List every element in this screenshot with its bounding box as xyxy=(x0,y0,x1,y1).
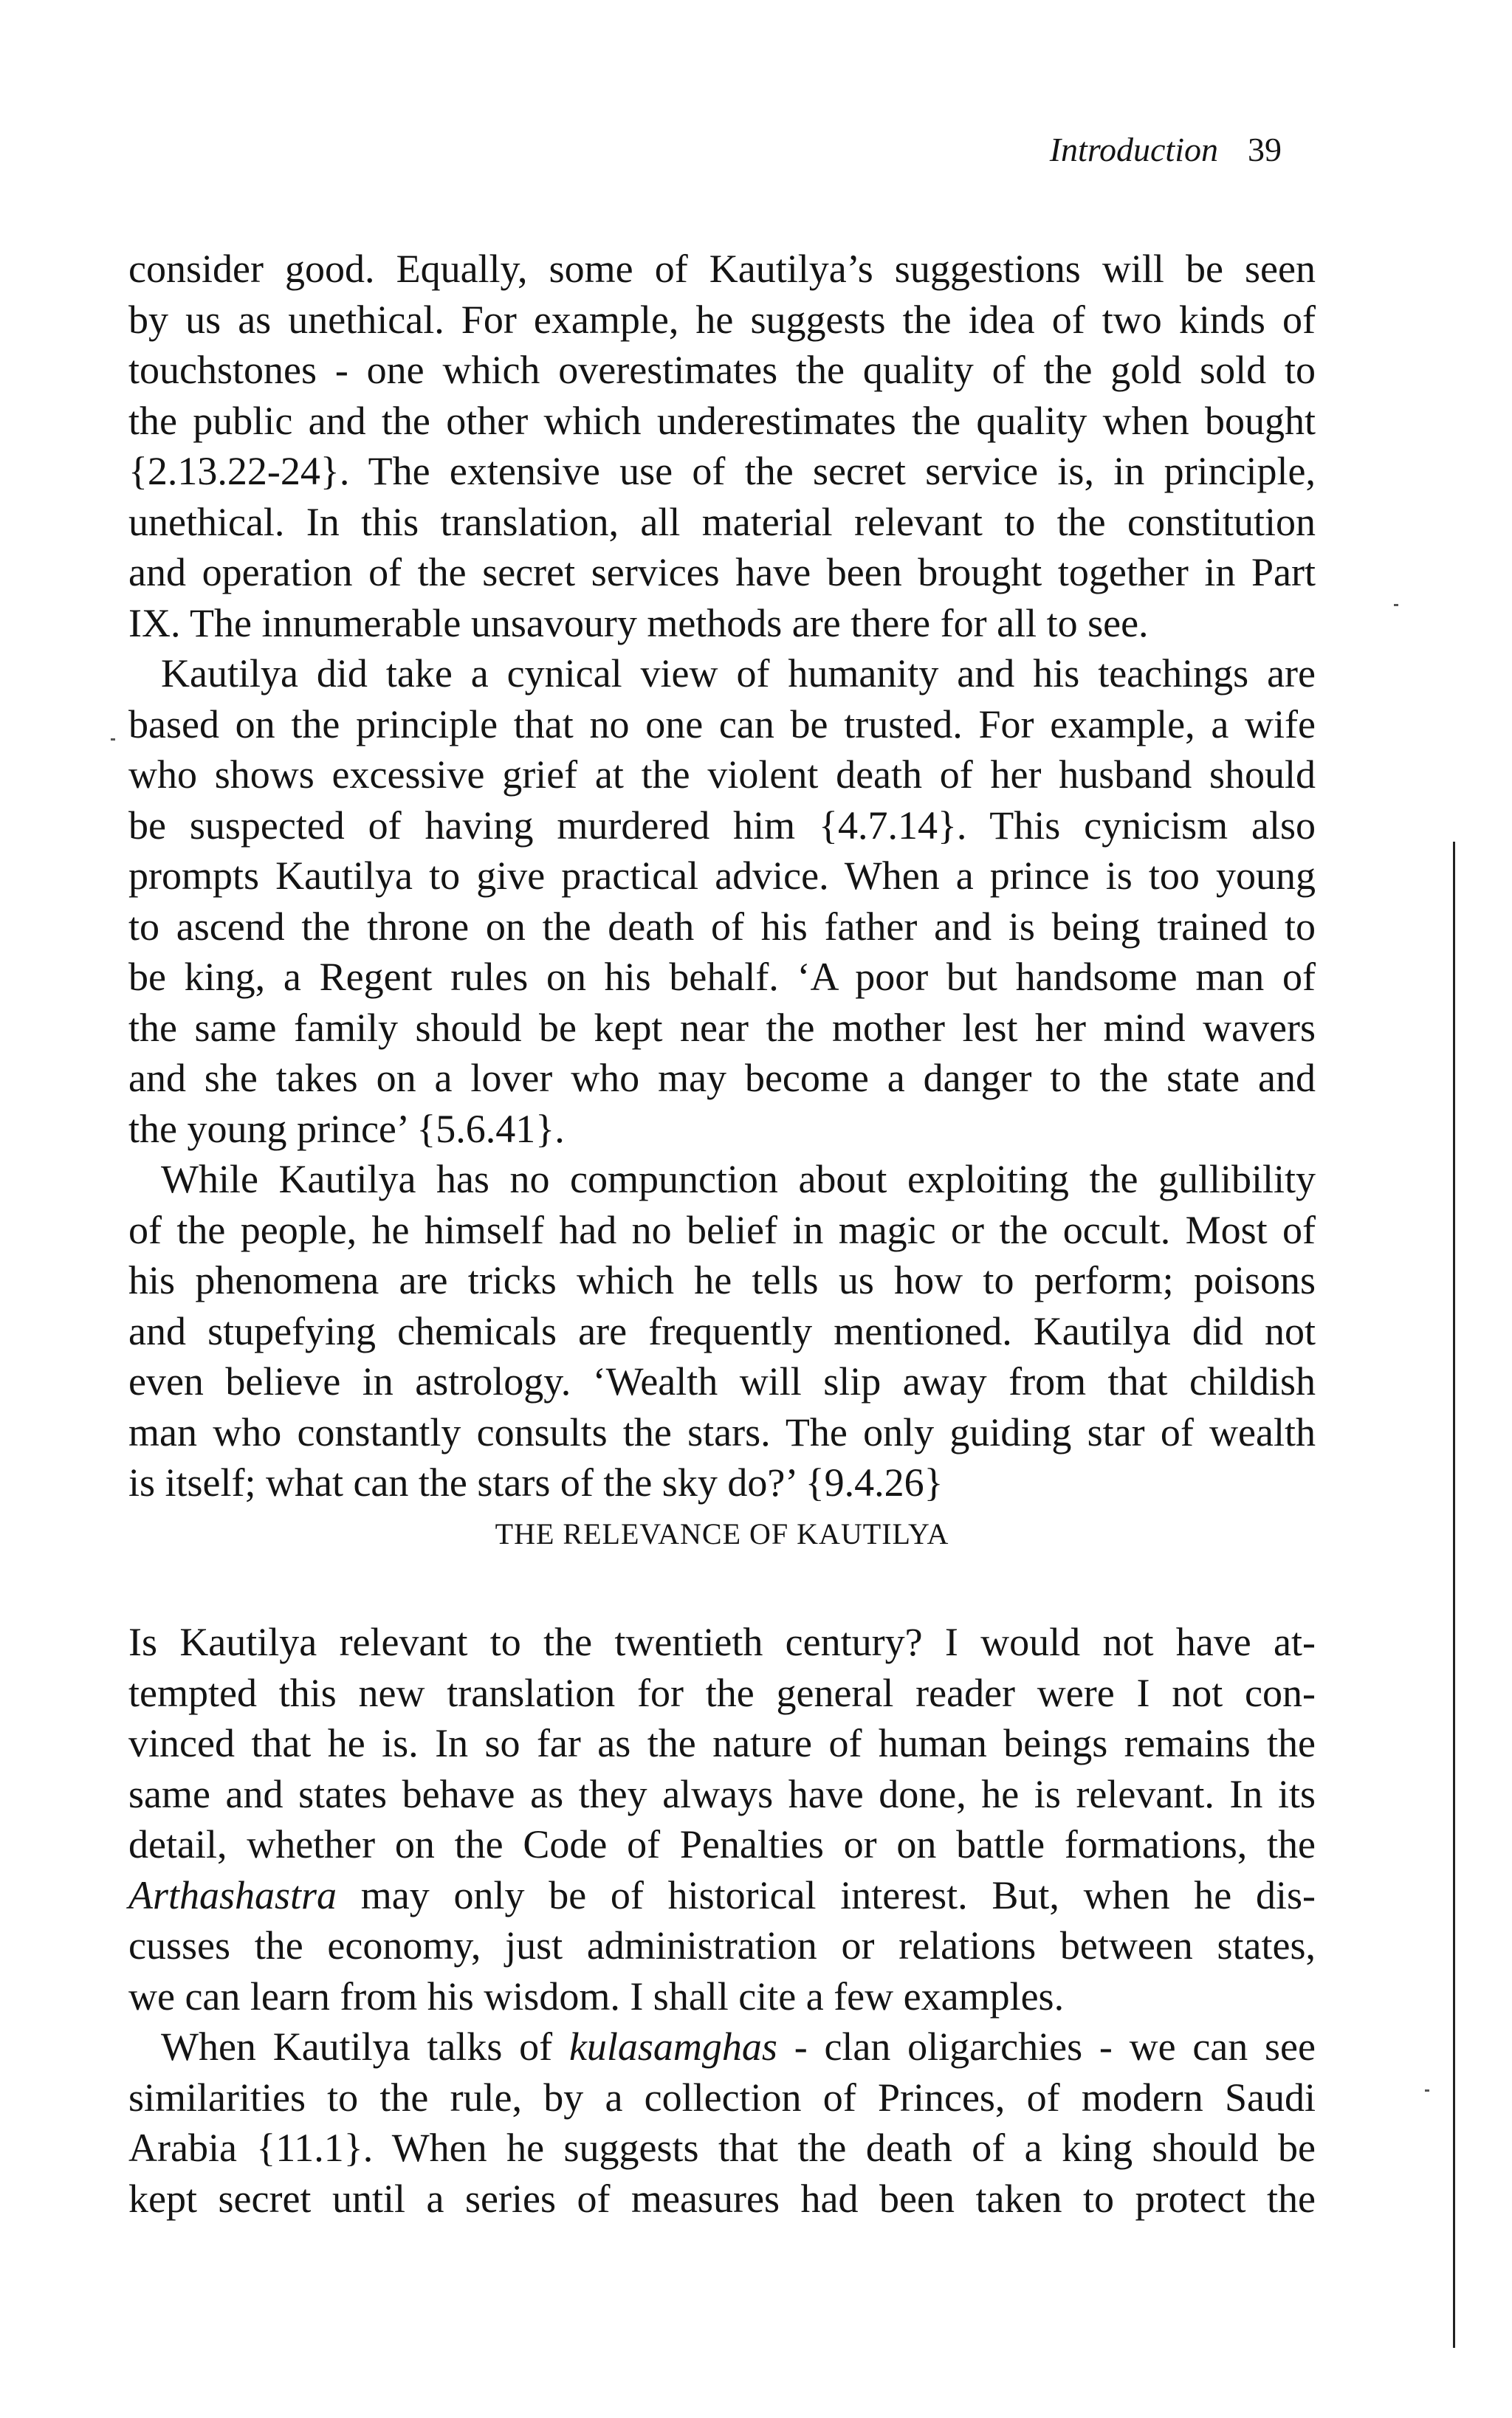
text-line: vinced that he is. In so far as the nature of human beings remains the xyxy=(128,1721,1316,1765)
text-line: Arabia {11.1}. When he suggests that the death of a king should be xyxy=(128,2126,1316,2170)
text-line: and operation of the secret services have been brought together in Part xyxy=(128,550,1316,594)
text-block-after-heading xyxy=(128,1617,1316,2224)
running-head xyxy=(1050,133,1282,167)
paragraph xyxy=(128,244,1316,648)
text-line: While Kautilya has no compunction about exploiting the gullibility xyxy=(161,1157,1316,1201)
text-block-before-heading xyxy=(128,244,1316,1508)
text-line: of the people, he himself had no belief in magic or the occult. Most of xyxy=(128,1207,1316,1252)
text-line: be suspected of having murdered him {4.7.14}. This cynicism also xyxy=(128,803,1316,848)
text-line: the public and the other which underestimates the quality when bought xyxy=(128,398,1316,443)
text-fragment: When Kautilya talks of xyxy=(161,2024,569,2069)
text-line: his phenomena are tricks which he tells us how to perform; poisons xyxy=(128,1258,1316,1302)
scan-speck xyxy=(111,738,115,741)
text-line: be king, a Regent rules on his behalf. ‘A poor but handsome man of xyxy=(128,955,1316,999)
text-line: touchstones - one which overestimates the quality of the gold sold to xyxy=(128,348,1316,392)
text-line: man who constantly consults the stars. The only guiding star of wealth xyxy=(128,1409,1316,1454)
text-line: IX. The innumerable unsavoury methods are there for all to see. xyxy=(128,600,1149,645)
text-line: is itself; what can the stars of the sky do?’ {9.4.26} xyxy=(128,1460,944,1505)
text-line: unethical. In this translation, all material relevant to the constitution xyxy=(128,499,1316,544)
scan-edge-line xyxy=(1453,842,1455,2348)
text-line xyxy=(128,2022,1316,2072)
text-line: and she takes on a lover who may become a danger to the state and xyxy=(128,1056,1316,1100)
paragraph xyxy=(128,1617,1316,2022)
text-line: by us as unethical. For example, he suggests the idea of two kinds of xyxy=(128,297,1316,342)
text-line: Kautilya did take a cynical view of humanity and his teachings are xyxy=(161,651,1316,695)
text-line: consider good. Equally, some of Kautilya’s suggestions will be seen xyxy=(128,247,1316,291)
text-line: Is Kautilya relevant to the twentieth century? I would not have at- xyxy=(128,1620,1316,1664)
text-line: even believe in astrology. ‘Wealth will slip away from that childish xyxy=(128,1359,1316,1404)
text-line: {2.13.22-24}. The extensive use of the secret service is, in principle, xyxy=(128,449,1316,493)
section-heading: THE RELEVANCE OF KAUTILYA xyxy=(495,1517,949,1550)
italic-title: Arthashastra xyxy=(128,1872,337,1917)
paragraph xyxy=(128,648,1316,1154)
text-line: similarities to the rule, by a collection of Princes, of modern Saudi xyxy=(128,2075,1316,2120)
text-line: same and states behave as they always have done, he is relevant. In its xyxy=(128,1771,1316,1816)
text-line: prompts Kautilya to give practical advice. When a prince is too young xyxy=(128,853,1316,898)
text-line: tempted this new translation for the general reader were I not con- xyxy=(128,1670,1316,1715)
text-line: who shows excessive grief at the violent death of her husband should xyxy=(128,752,1316,797)
scan-speck xyxy=(1394,604,1398,606)
scan-speck xyxy=(1425,2089,1429,2092)
text-line: and stupefying chemicals are frequently mentioned. Kautilya did not xyxy=(128,1308,1316,1353)
italic-term: kulasamghas xyxy=(568,2024,777,2069)
text-line: based on the principle that no one can be trusted. For example, a wife xyxy=(128,701,1316,746)
paragraph xyxy=(128,1154,1316,1508)
paragraph xyxy=(128,2022,1316,2224)
text-line: to ascend the throne on the death of his father and is being trained to xyxy=(128,904,1316,949)
running-title: Introduction xyxy=(1049,131,1218,168)
text-line: the same family should be kept near the mother lest her mind wavers xyxy=(128,1005,1316,1050)
text-fragment: may only be of historical interest. But, when he dis- xyxy=(337,1872,1316,1917)
page-number: 39 xyxy=(1248,131,1282,168)
text-line xyxy=(128,1870,1316,1921)
text-line: we can learn from his wisdom. I shall cite a few examples. xyxy=(128,1974,1065,2019)
text-line: the young prince’ {5.6.41}. xyxy=(128,1106,565,1151)
text-line: cusses the economy, just administration or relations between states, xyxy=(128,1923,1316,1968)
text-fragment: - clan oligarchies - we can see xyxy=(777,2024,1316,2069)
text-line: detail, whether on the Code of Penalties or on battle formations, the xyxy=(128,1822,1316,1866)
text-line: kept secret until a series of measures had been taken to protect the xyxy=(128,2176,1316,2221)
